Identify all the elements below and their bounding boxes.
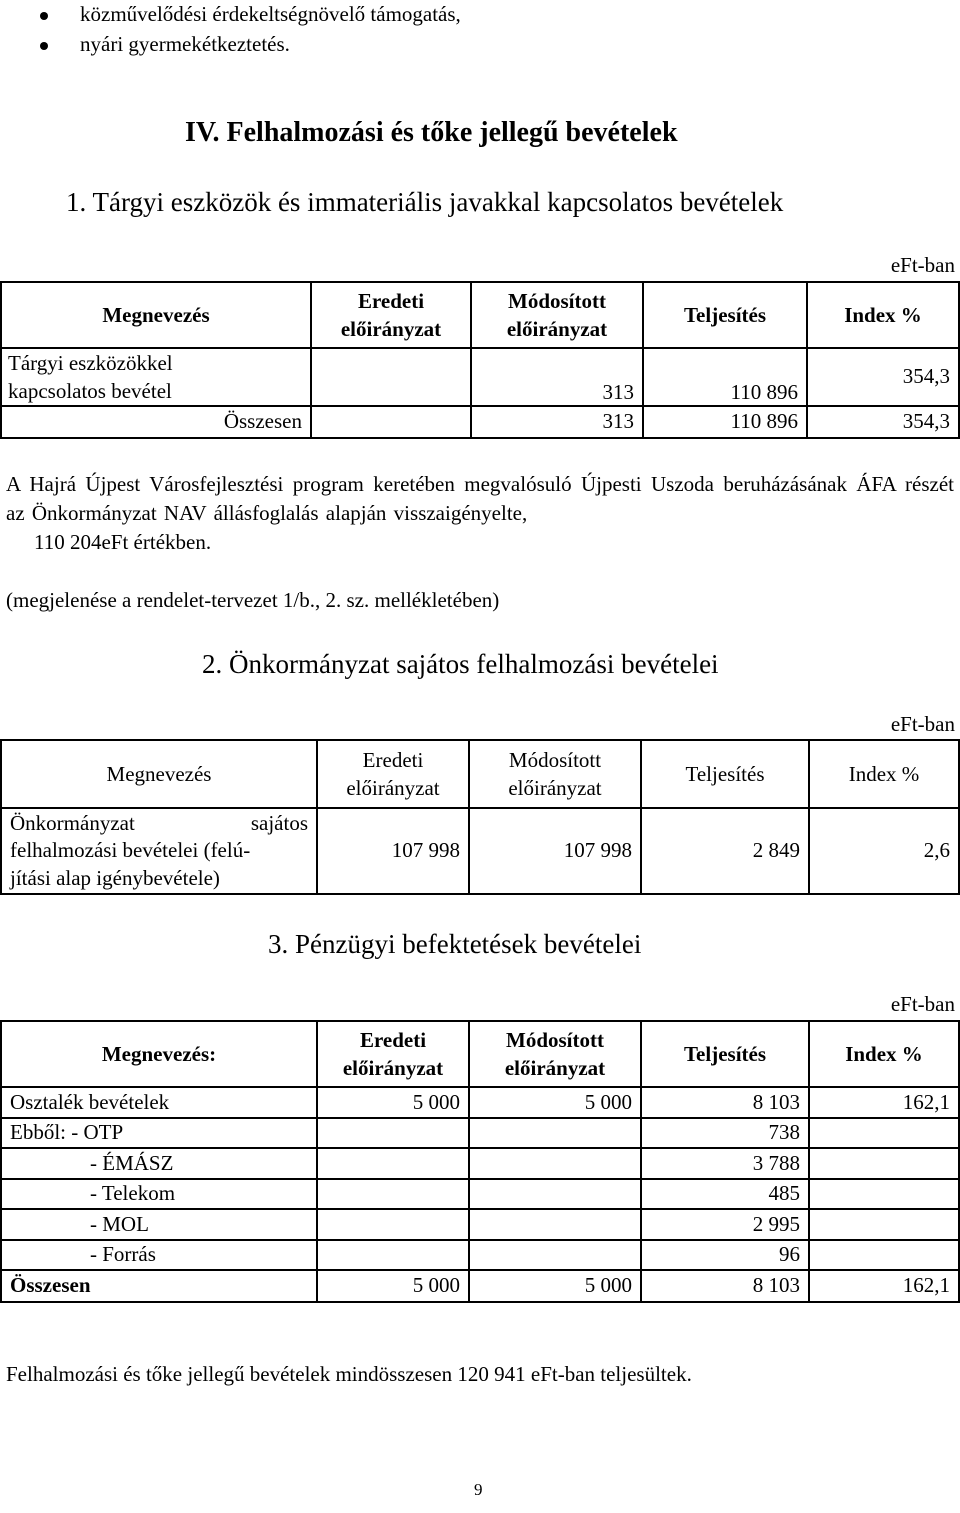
row-performance: 485 [641,1179,809,1209]
row-index [809,1209,959,1240]
row-performance: 8 103 [641,1087,809,1118]
page-number: 9 [474,1480,483,1499]
row-name: Tárgyi eszközökkel kapcsolatos bevétel [1,348,311,406]
total-original: 5 000 [317,1270,469,1302]
table-2 [0,739,960,895]
bullet-icon [40,42,48,50]
row-index [809,1118,959,1148]
table-header-row [1,740,959,808]
row-modified: 5 000 [469,1087,641,1118]
table-row [1,1209,959,1240]
header-modified: Módosított előirányzat [469,1021,641,1087]
row-original [317,1240,469,1270]
table-row [1,348,959,406]
table-row [1,1087,959,1118]
header-original: Eredeti előirányzat [317,740,469,808]
section-title: IV. Felhalmozási és tőke jellegű bevételek [185,117,678,148]
row-index: 2,6 [809,808,959,894]
row-performance: 110 896 [643,348,807,406]
header-index: Index % [807,282,959,348]
header-performance: Teljesítés [641,740,809,808]
table-3 [0,1020,960,1303]
row-performance: 738 [641,1118,809,1148]
subsection-3-title: 3. Pénzügyi befektetések bevételei [268,929,642,959]
total-index: 354,3 [807,406,959,438]
header-index: Index % [809,1021,959,1087]
row-index [809,1240,959,1270]
bullet-icon [40,12,48,20]
header-performance: Teljesítés [641,1021,809,1087]
row-name: - ÉMÁSZ [1,1148,317,1179]
explanation-paragraph-end: 110 204eFt értékben. [34,530,212,554]
row-original [317,1118,469,1148]
row-index: 354,3 [807,348,959,406]
row-modified: 313 [471,348,643,406]
row-modified [469,1240,641,1270]
row-index [809,1148,959,1179]
header-name: Megnevezés [1,740,317,808]
table-row [1,1118,959,1148]
row-name: - Telekom [1,1179,317,1209]
total-index: 162,1 [809,1270,959,1302]
row-name: Osztalék bevételek [1,1087,317,1118]
table-total-row [1,1270,959,1302]
bullet-item [0,2,900,30]
header-original: Eredeti előirányzat [311,282,471,348]
row-performance: 2 995 [641,1209,809,1240]
total-performance: 8 103 [641,1270,809,1302]
header-original: Eredeti előirányzat [317,1021,469,1087]
total-label: Összesen [1,406,311,438]
header-name: Megnevezés [1,282,311,348]
row-modified: 107 998 [469,808,641,894]
unit-label: eFt-ban [890,712,955,736]
header-performance: Teljesítés [643,282,807,348]
row-performance: 96 [641,1240,809,1270]
row-index [809,1179,959,1209]
total-modified: 5 000 [469,1270,641,1302]
table-header-row [1,282,959,348]
total-label: Összesen [1,1270,317,1302]
unit-label: eFt-ban [890,992,955,1016]
note-text: (megjelenése a rendelet-tervezet 1/b., 2. sz. mellékletében) [6,588,500,612]
total-modified: 313 [471,406,643,438]
header-modified: Módosított előirányzat [469,740,641,808]
total-performance: 110 896 [643,406,807,438]
row-original [317,1148,469,1179]
row-performance: 2 849 [641,808,809,894]
bullet-text: közművelődési érdekeltségnövelő támogatás, [80,2,461,26]
row-modified [469,1179,641,1209]
explanation-paragraph: A Hajrá Újpest Városfejlesztési program keretében megvalósuló Újpesti Uszoda beruházásának ÁFA részét az Önkormányzat NAV állásfoglalás alapján visszaigényelte, [6,472,954,525]
row-original [317,1179,469,1209]
unit-label: eFt-ban [890,253,955,277]
total-original [311,406,471,438]
row-original: 107 998 [317,808,469,894]
row-modified [469,1148,641,1179]
row-name: Ebből: - OTP [1,1118,317,1148]
row-original [311,348,471,406]
row-performance: 3 788 [641,1148,809,1179]
row-modified [469,1118,641,1148]
row-modified [469,1209,641,1240]
table-row [1,1240,959,1270]
table-row [1,1148,959,1179]
row-name: - MOL [1,1209,317,1240]
subsection-1-title: 1. Tárgyi eszközök és immateriális javakkal kapcsolatos bevételek [66,187,784,217]
header-modified: Módosított előirányzat [471,282,643,348]
row-name: - Forrás [1,1240,317,1270]
table-total-row [1,406,959,438]
table-header-row [1,1021,959,1087]
bullet-text: nyári gyermekétkeztetés. [80,32,290,56]
header-name: Megnevezés: [1,1021,317,1087]
row-original [317,1209,469,1240]
row-name: Önkormányzat sajátos felhalmozási bevételei (felú- jítási alap igénybevétele) [1,808,317,894]
subsection-2-title: 2. Önkormányzat sajátos felhalmozási bevételei [202,649,719,679]
table-row [1,808,959,894]
row-original: 5 000 [317,1087,469,1118]
table-1 [0,281,960,439]
bullet-item [0,32,900,60]
header-index: Index % [809,740,959,808]
table-row [1,1179,959,1209]
row-index: 162,1 [809,1087,959,1118]
summary-text: Felhalmozási és tőke jellegű bevételek mindösszesen 120 941 eFt-ban teljesültek. [6,1362,692,1386]
